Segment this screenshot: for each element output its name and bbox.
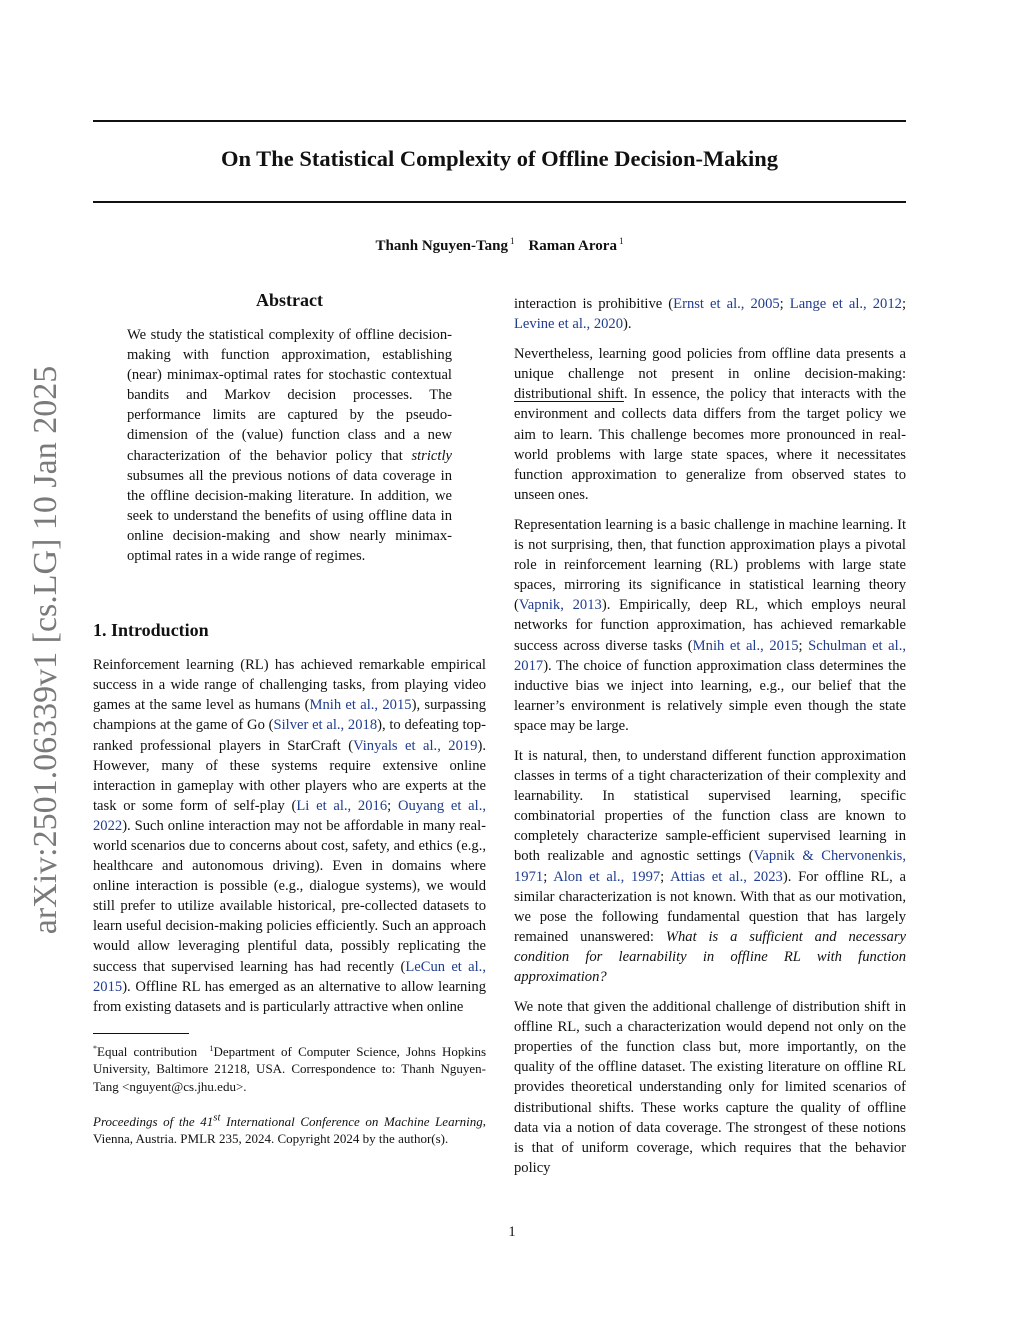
body-paragraph: interaction is prohibitive (Ernst et al., 2005; Lange et al., 2012; Levine et al., 2020). <box>514 296 906 333</box>
footnote: *Equal contribution $^1$Department of Computer Science, Johns Hopkins University, Baltimore 21218, USA. Correspondence to: Thanh Nguyen-Tang <nguyent@cs.jhu.edu>. <box>93 1043 487 1094</box>
citation-link[interactable]: Silver et al., 2018 <box>273 717 378 734</box>
author-affiliation-mark: 1 <box>618 236 624 246</box>
citation-link[interactable]: Vinyals et al., 2019 <box>353 737 478 754</box>
citation-link[interactable]: Levine et al., 2020 <box>514 316 624 333</box>
citation-link[interactable]: Alon et al., 1997 <box>553 868 661 885</box>
citation-link[interactable]: Schulman et al., 2017 <box>514 637 907 674</box>
author-list <box>93 236 906 255</box>
citation-link[interactable]: Ernst et al., 2005 <box>673 296 780 312</box>
citation-link[interactable]: Mnih et al., 2015 <box>309 697 412 714</box>
right-column <box>514 294 906 1188</box>
citation-link[interactable]: Lange et al., 2012 <box>789 296 902 312</box>
section-heading-introduction: 1. Introduction <box>93 620 209 641</box>
left-column <box>93 290 486 1148</box>
citation-link[interactable]: Vapnik & Chervonenkis, 1971 <box>514 848 906 885</box>
citation-link[interactable]: Attias et al., 2023 <box>670 868 783 885</box>
citation-link[interactable]: Li et al., 2016 <box>296 797 388 814</box>
abstract-heading: Abstract <box>256 290 323 310</box>
author-name: Thanh Nguyen-Tang <box>375 238 508 254</box>
citation-link[interactable]: LeCun et al., 2015 <box>93 958 486 995</box>
underlined-term: distributional shift <box>514 386 624 403</box>
citation-link[interactable]: Mnih et al., 2015 <box>692 637 799 654</box>
body-paragraph: It is natural, then, to understand different function approximation classes in terms of a tight characterization of their complexity and learnability. In statistical supervised learning, specific combinatorial properties of the function class are known to completely characterize sample-efficient supervised learning in both realizable and agnostic settings (Vapnik & Chervonenkis, 1971; Alon et al., 1997; Attias et al., 2023). For offline RL, a similar characterization is not known. With that as our motivation, we pose the following fundamental question that has largely remained unanswered: What is a sufficient and necessary condition for learnability in offline RL with function approximation? <box>514 747 906 985</box>
citation-link[interactable]: Ouyang et al., 2022 <box>93 797 486 834</box>
page-number: 1 <box>508 1224 516 1240</box>
proceedings-note: Proceedings of the 41st International Conference on Machine Learning, Vienna, Austria. PMLR 235, 2024. Copyright 2024 by the author(s). <box>93 1111 486 1147</box>
arxiv-identifier: arXiv:2501.06339v1 [cs.LG] 10 Jan 2025 <box>27 365 64 935</box>
body-paragraph: Nevertheless, learning good policies from offline data presents a unique challenge not present in online decision-making: distributional shift. In essence, the policy that interacts with the environment and collects data differs from the target policy we aim to learn. This challenge becomes more pronounced in real-world problems with large state spaces, where it necessitates function approximation to generalize from observed states to unseen ones. <box>514 346 906 503</box>
title-bottom-rule <box>93 201 906 203</box>
author-affiliation-mark: 1 <box>509 236 515 246</box>
footnote-rule <box>93 1033 189 1034</box>
body-paragraph: We note that given the additional challenge of distribution shift in offline RL, such a characterization would depend not only on the properties of the function class but, more importantly, on the quality of the offline dataset. The existing literature on offline RL provides theoretical understanding only for limited scenarios of distributional shifts. These works capture the quality of offline data via a notion of data coverage. The strongest of these notions is that of uniform coverage, which requires that the behavior policy <box>514 999 906 1176</box>
author-name: Raman Arora <box>528 238 617 254</box>
intro-paragraph: Reinforcement learning (RL) has achieved remarkable empirical success in a wide range of challenging tasks, from playing video games at the same level as humans (Mnih et al., 2015), surpassing champions at the game of Go (Silver et al., 2018), to defeating top-ranked professional players in StarCraft (Vinyals et al., 2019). However, many of these systems require extensive online interaction in gameplay with other players who are experts at the task or some form of self-play (Li et al., 2016; Ouyang et al., 2022). Such online interaction may not be affordable in many real-world scenarios due to concerns about cost, safety, and ethics (e.g., healthcare and autonomous driving). Even in domains where online interaction is possible (e.g., dialogue systems), we would still prefer to utilize available historical, pre-collected datasets to learn useful decision-making policies efficiently. Such an approach would allow leveraging plentiful data, possibly replicating the success that supervised learning has had recently (LeCun et al., 2015). Offline RL has emerged as an alternative to allow learning from existing datasets and is particularly attractive when online <box>93 657 487 1015</box>
paper-title: On The Statistical Complexity of Offline Decision-Making <box>220 146 779 171</box>
title-top-rule <box>93 120 906 122</box>
body-paragraph: Representation learning is a basic challenge in machine learning. It is not surprising, then, that function approximation plays a pivotal role in reinforcement learning (RL) problems with large state spaces, mirroring its significance in statistical learning theory (Vapnik, 2013). Empirically, deep RL, which employs neural networks for function approximation, has achieved remarkable success across diverse tasks (Mnih et al., 2015; Schulman et al., 2017). The choice of function approximation class determines the inductive bias we inject into learning, e.g., our belief that the learner’s environment is relatively simple even though the state space may be large. <box>514 516 907 734</box>
abstract-text: We study the statistical complexity of offline decision-making with function approximation, establishing (near) minimax-optimal rates for stochastic contextual bandits and Markov decision processes. The performance limits are captured by the pseudo-dimension of the (value) function class and a new characterization of the behavior policy that strictly subsumes all the previous notions of data coverage in the offline decision-making literature. In addition, we seek to understand the benefits of using offline data in online decision-making and show nearly minimax-optimal rates in a wide range of regimes. <box>127 327 452 565</box>
citation-link[interactable]: Vapnik, 2013 <box>518 597 602 614</box>
research-question: What is a sufficient and necessary condition for learnability in offline RL with function approximation? <box>514 928 906 985</box>
